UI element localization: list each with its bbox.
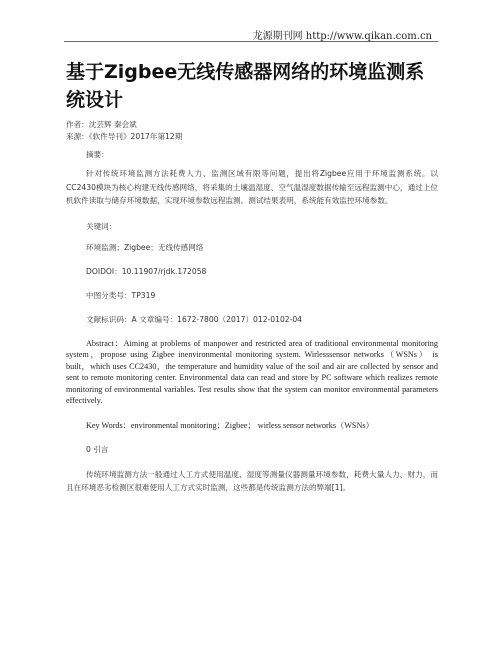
doi-line: DOIDOI：10.11907/rjdk.172058 xyxy=(86,266,207,276)
site-header: 龙源期刊网 http://www.qikan.com.cn xyxy=(252,31,432,42)
article-body xyxy=(66,58,438,495)
intro-text: 传统环境监测方法一般通过人工方式使用温度、湿度等测量仪器测量环境参数，耗费大量人力、财力，而且在环境恶劣检测区很难使用人工方式实时监测，这些都是传统监测方法的弊端[1]。 xyxy=(66,469,438,493)
intro-heading: 0 引言 xyxy=(86,444,109,454)
source-line: 来源：《软件导刊》2017年第12期 xyxy=(66,131,183,141)
abstract-label: 摘要： xyxy=(86,150,109,159)
keywords-label: 关键词： xyxy=(86,221,117,231)
header-divider xyxy=(64,41,438,42)
keywords-en: Key Words：environmental monitoring；Zigbee； wirless sensor networks（WSNs） xyxy=(86,420,374,430)
doc-code-line: 文献标识码：A 文章编号：1672-7800（2017）012-0102-04 xyxy=(86,314,303,324)
article-title: 基于Zigbee无线传感器网络的环境监测系统设计 xyxy=(66,61,425,111)
author-line: 作者：沈芸辉 秦会斌 xyxy=(66,120,137,129)
keywords-text: 环境监测；Zigbee；无线传感网络 xyxy=(86,242,204,252)
clc-line: 中图分类号：TP319 xyxy=(86,290,156,300)
abstract-text: 针对传统环境监测方法耗费人力、监测区域有限等问题，提出将Zigbee应用于环境监测系统。以CC2430模块为核心构建无线传感网络，将采集的土壤温湿度、空气温湿度数据传输至远程监测中心，通过上位机软件读取与储存环境数据，实现环境参数远程监测。测试结果表明，系统能有效监控环境参数。 xyxy=(66,169,438,206)
abstract-en: Abstract：Aiming at problems of manpower and restricted area of traditional environmental monitoring system，propose using Zigbee inenvironmental monitoring system. Wirlesssensor networks（WSNs） is built，which uses CC2430，the temperature and humidity value of the soil and air are collected by sensor and sent to remote monitoring center. Environmental data can read and store by PC software which realizes remote monitoring of environmental variables. Test results show that the system can monitor environmental parameters effectively. xyxy=(66,338,438,406)
